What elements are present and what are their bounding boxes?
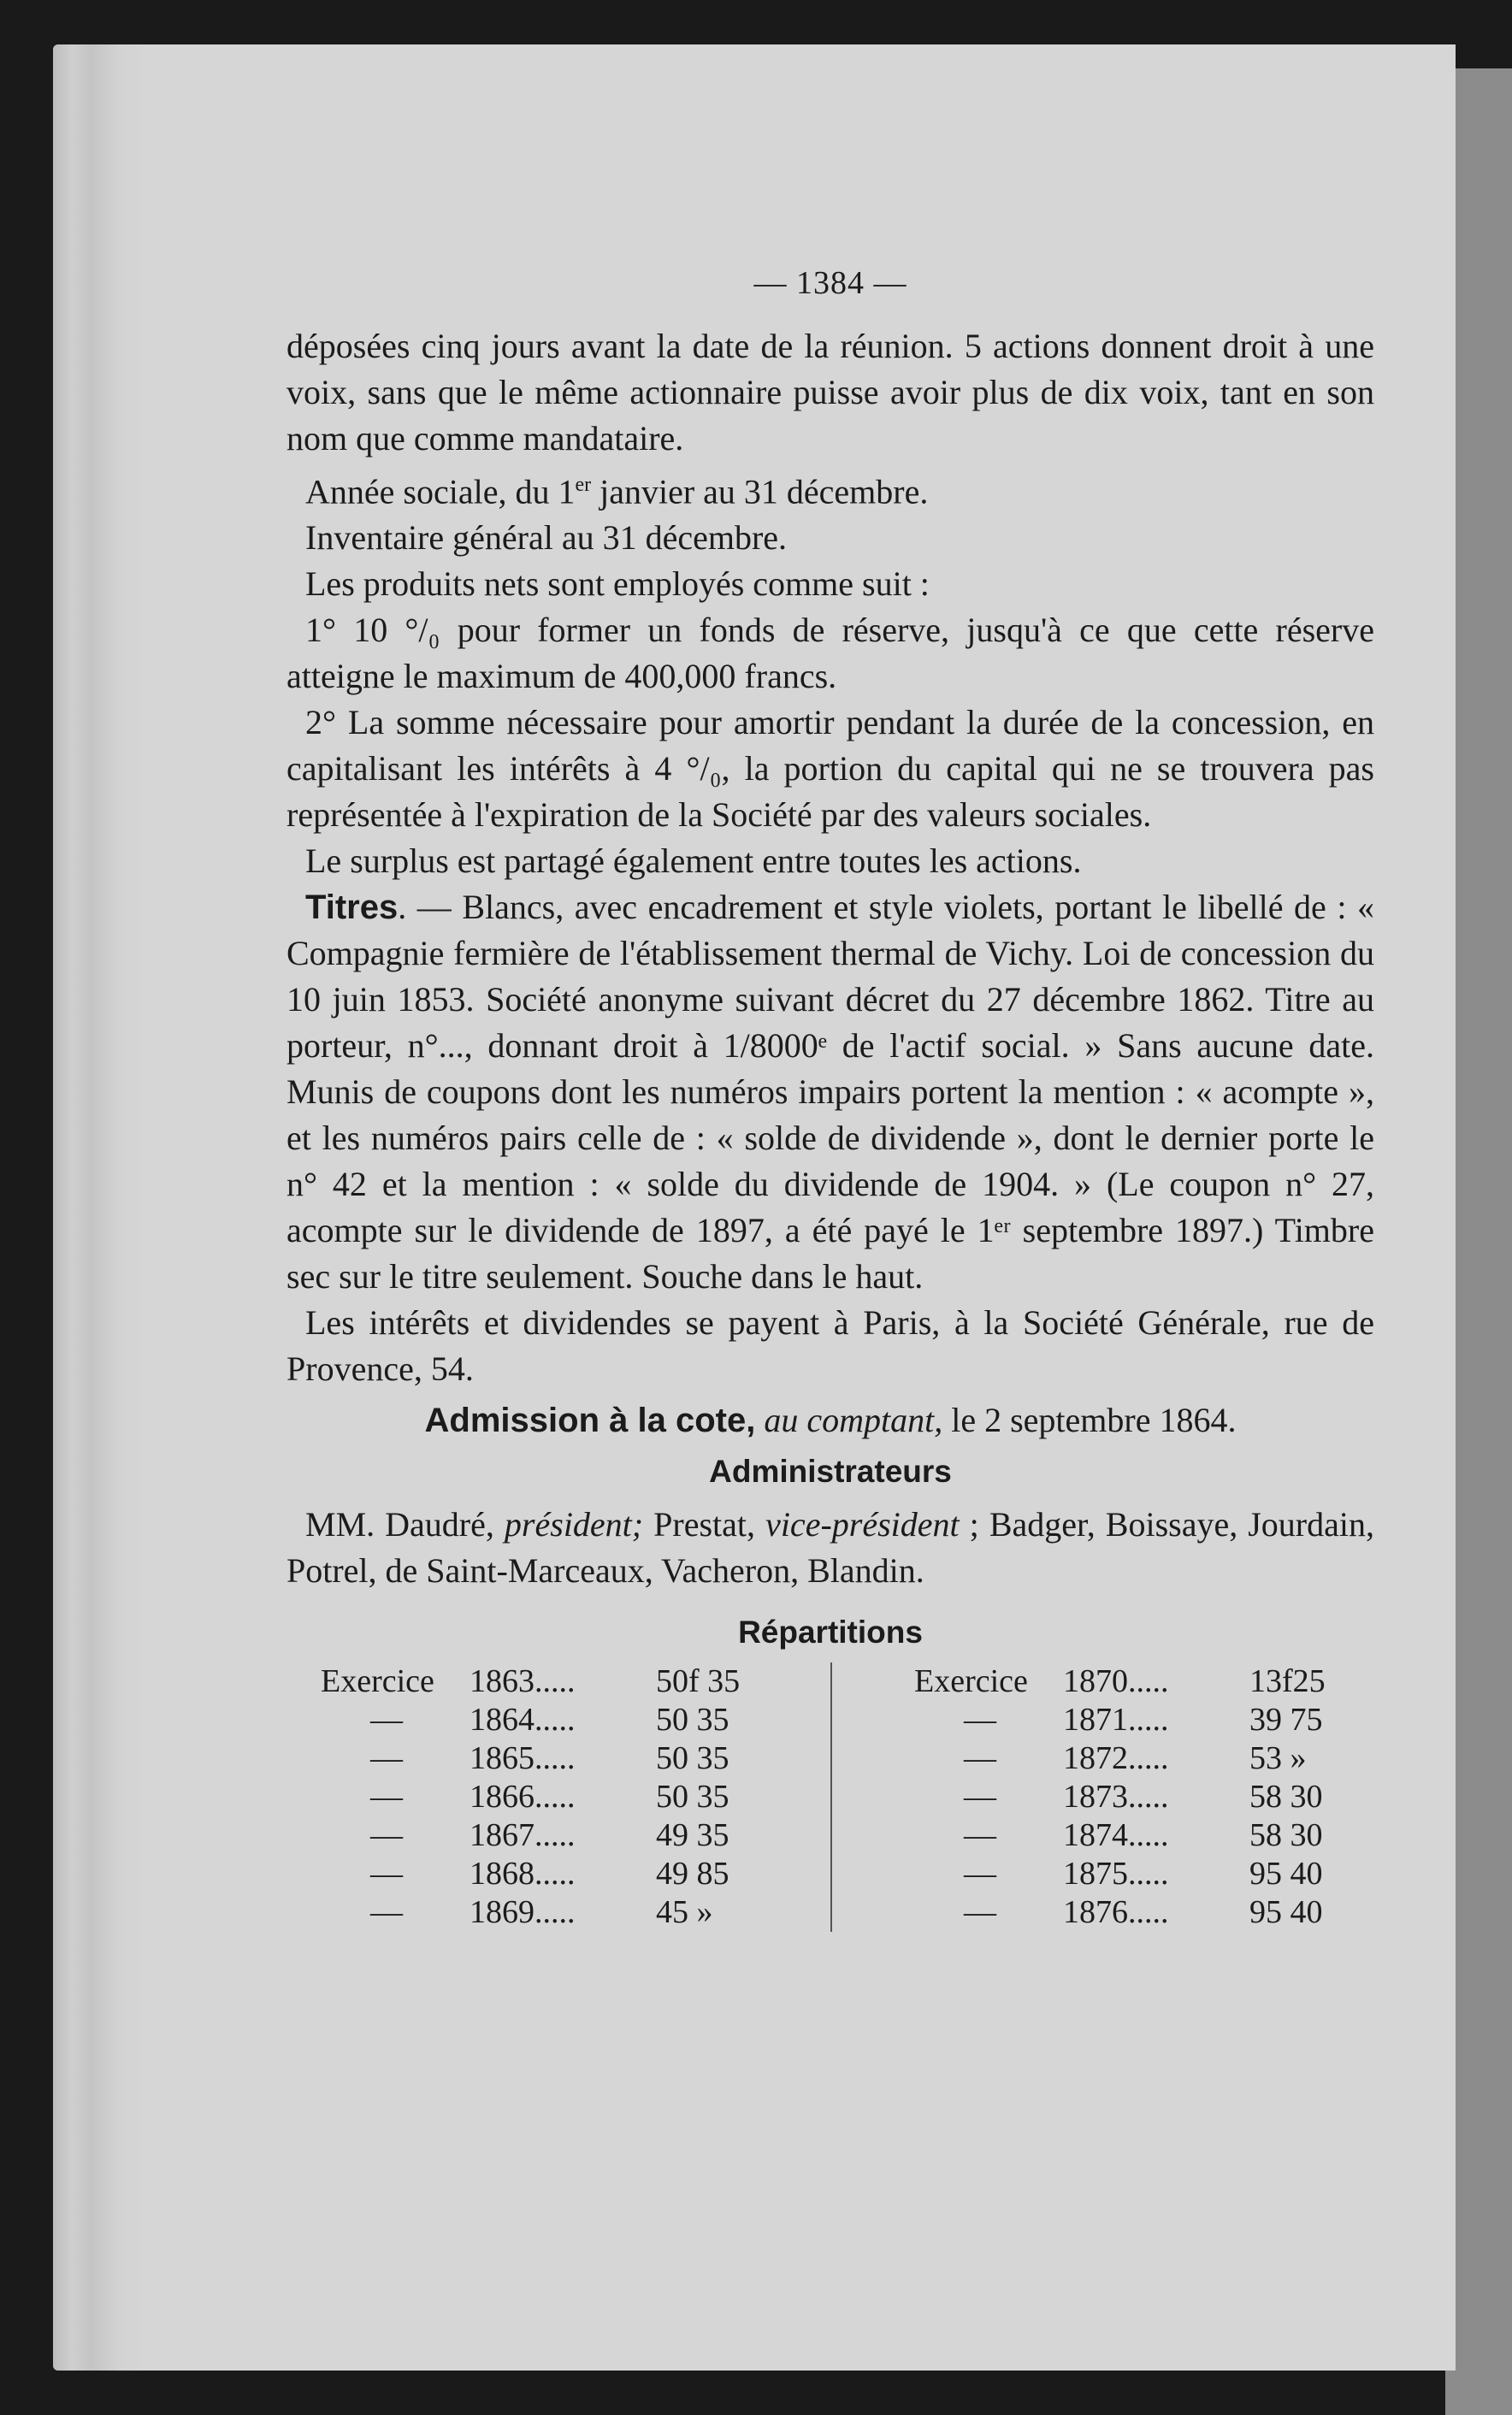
row-value: 95 40 bbox=[1249, 1856, 1323, 1892]
table-row bbox=[914, 1855, 1374, 1893]
row-year: 1866..... bbox=[470, 1779, 576, 1816]
row-label: — bbox=[964, 1817, 996, 1854]
row-label: — bbox=[370, 1856, 403, 1892]
paragraph-titres: Titres. — Blancs, avec encadrement et style violets, portant le libellé de : « Compagnie fermière de l'établissement thermal de Vichy. Loi de concession du 10 juin 1853. Société anonyme suivant décret du 27 décembre 1862. Titre au porteur, n°..., donnant droit à 1/8000ᵉ de l'actif social. » Sans aucune date. Munis de coupons dont les numéros impairs portent la mention : « acompte », et les numéros pairs celle de : « solde de dividende », dont le dernier porte le n° 42 et la mention : « solde du dividende de 1904. » (Le coupon n° 27, acompte sur le dividende de 1897, a été payé le 1ᵉʳ septembre 1897.) Timbre sec sur le titre seulement. Souche dans le haut. bbox=[286, 888, 1374, 1296]
row-value: 53 » bbox=[1249, 1740, 1307, 1777]
paragraph-annee-sociale: Année sociale, du 1er janvier au 31 décembre. bbox=[305, 472, 929, 511]
row-label: Exercice bbox=[321, 1663, 434, 1700]
row-year: 1865..... bbox=[470, 1740, 576, 1777]
row-value: 95 40 bbox=[1249, 1894, 1323, 1931]
paragraph-amortissement: 2° La somme nécessaire pour amortir pendant la durée de la concession, en capitalisant les intérêts à 4 °/₀, la portion du capital qui ne se trouvera pas représentée à l'expiration de la Société par des valeurs sociales. bbox=[286, 703, 1374, 835]
row-value: 45 » bbox=[656, 1894, 713, 1931]
row-value: 49 85 bbox=[656, 1856, 729, 1892]
table-row bbox=[914, 1816, 1374, 1855]
row-year: 1868..... bbox=[470, 1856, 576, 1892]
repartitions-table bbox=[286, 1662, 1374, 1932]
row-label: — bbox=[370, 1779, 403, 1816]
row-year: 1873..... bbox=[1063, 1779, 1169, 1816]
row-label: — bbox=[964, 1702, 996, 1739]
page-edge bbox=[53, 44, 147, 2371]
row-label: — bbox=[964, 1779, 996, 1816]
row-label: — bbox=[964, 1856, 996, 1892]
table-row bbox=[914, 1739, 1374, 1778]
table-row bbox=[321, 1701, 830, 1739]
administrateurs-title: Administrateurs bbox=[709, 1454, 952, 1490]
row-label: — bbox=[370, 1740, 403, 1777]
table-row bbox=[914, 1701, 1374, 1739]
table-row bbox=[914, 1893, 1374, 1932]
repartitions-column-left bbox=[286, 1662, 830, 1932]
administrateurs-list: MM. Daudré, président; Prestat, vice-président ; Badger, Boissaye, Jourdain, Potrel, de Saint-Marceaux, Vacheron, Blandin. bbox=[286, 1505, 1374, 1591]
row-label: — bbox=[370, 1817, 403, 1854]
table-row bbox=[914, 1662, 1374, 1701]
repartitions-title: Répartitions bbox=[738, 1615, 923, 1650]
table-row bbox=[321, 1662, 830, 1701]
table-row bbox=[914, 1778, 1374, 1816]
row-year: 1872..... bbox=[1063, 1740, 1169, 1777]
row-year: 1871..... bbox=[1063, 1702, 1169, 1739]
table-row bbox=[321, 1816, 830, 1855]
paragraph-surplus: Le surplus est partagé également entre toutes les actions. bbox=[305, 841, 1082, 881]
row-value: 50 35 bbox=[656, 1702, 729, 1739]
row-year: 1869..... bbox=[470, 1894, 576, 1931]
titres-label: Titres bbox=[305, 889, 399, 927]
row-value: 58 30 bbox=[1249, 1817, 1323, 1854]
row-year: 1867..... bbox=[470, 1817, 576, 1854]
page-number: — 1384 — bbox=[753, 265, 907, 301]
row-label: — bbox=[370, 1894, 403, 1931]
row-value: 13f25 bbox=[1249, 1663, 1326, 1700]
paragraph-inventaire: Inventaire général au 31 décembre. bbox=[305, 518, 788, 558]
row-year: 1863..... bbox=[470, 1663, 576, 1700]
table-row bbox=[321, 1893, 830, 1932]
page-content bbox=[286, 248, 1374, 1932]
paragraph-reserve: 1° 10 °/₀ pour former un fonds de réserve, jusqu'à ce que cette réserve atteigne le maximum de 400,000 francs. bbox=[286, 611, 1374, 696]
row-year: 1874..... bbox=[1063, 1817, 1169, 1854]
row-value: 58 30 bbox=[1249, 1779, 1323, 1816]
row-value: 50f 35 bbox=[656, 1663, 741, 1700]
repartitions-column-right bbox=[830, 1662, 1374, 1932]
row-value: 49 35 bbox=[656, 1817, 729, 1854]
table-row bbox=[321, 1739, 830, 1778]
row-label: — bbox=[964, 1740, 996, 1777]
table-row bbox=[321, 1778, 830, 1816]
admission-line: Admission à la cote, au comptant, le 2 septembre 1864. bbox=[424, 1401, 1237, 1440]
row-year: 1875..... bbox=[1063, 1856, 1169, 1892]
table-row bbox=[321, 1855, 830, 1893]
row-label: — bbox=[370, 1702, 403, 1739]
row-value: 50 35 bbox=[656, 1779, 729, 1816]
paragraph-voting: déposées cinq jours avant la date de la réunion. 5 actions donnent droit à une voix, sans que le même actionnaire puisse avoir plus de dix voix, tant en son nom que comme mandataire. bbox=[286, 327, 1374, 458]
paragraph-produits: Les produits nets sont employés comme suit : bbox=[305, 564, 930, 604]
row-value: 39 75 bbox=[1249, 1702, 1323, 1739]
row-year: 1876..... bbox=[1063, 1894, 1169, 1931]
row-year: 1864..... bbox=[470, 1702, 576, 1739]
row-year: 1870..... bbox=[1063, 1663, 1169, 1700]
paragraph-interets: Les intérêts et dividendes se payent à Paris, à la Société Générale, rue de Provence, 54. bbox=[286, 1303, 1374, 1389]
row-label: Exercice bbox=[914, 1663, 1028, 1700]
row-label: — bbox=[964, 1894, 996, 1931]
row-value: 50 35 bbox=[656, 1740, 729, 1777]
